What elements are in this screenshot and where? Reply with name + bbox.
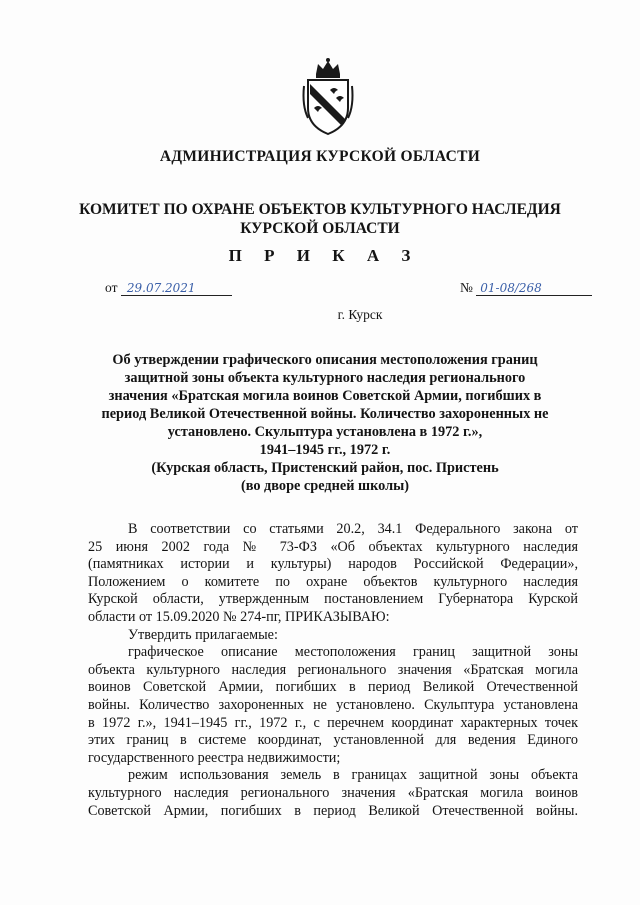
body-line: Положением о комитете по охране объектов культурного наследия — [88, 573, 578, 590]
body-line: в 1972 г.», 1941–1945 гг., 1972 г., с перечнем координат характерных точек — [88, 714, 578, 731]
body-line: 25 июня 2002 года № 73-ФЗ «Об объектах культурного наследия — [88, 538, 578, 555]
body-line: (памятниках истории и культуры) народов Российской Федерации», — [88, 556, 578, 573]
title-line: установлено. Скульптура установлена в 1972 г.», — [167, 424, 483, 440]
order-title — [90, 351, 560, 495]
body-line: графическое описание местоположения границ защитной зоны — [128, 644, 578, 661]
order-body — [88, 521, 578, 820]
title-line: 1941–1945 гг., 1972 г. — [259, 442, 391, 458]
title-line: период Великой Отечественной войны. Количество захороненных не — [101, 406, 549, 422]
kursk-coat-of-arms-icon — [300, 56, 356, 136]
committee-line-2: КУРСКОЙ ОБЛАСТИ — [240, 220, 400, 237]
title-line: Об утверждении графического описания местоположения границ — [112, 352, 538, 368]
number-prefix: № — [460, 280, 473, 295]
body-line: области от 15.09.2020 № 274-пг, ПРИКАЗЫВАЮ: — [88, 608, 390, 625]
document-type-title: П Р И К А З — [228, 246, 420, 265]
title-line: (во дворе средней школы) — [240, 478, 410, 494]
body-line: культурного наследия регионального значения «Братская могила воинов — [88, 784, 578, 801]
body-line: Советской Армии, погибших в период Великой Отечественной войны. — [88, 802, 578, 819]
committee-line-1: КОМИТЕТ ПО ОХРАНЕ ОБЪЕКТОВ КУЛЬТУРНОГО НАСЛЕДИЯ — [79, 201, 561, 218]
body-line: режим использования земель в границах защитной зоны объекта — [128, 767, 578, 784]
body-line: объекта культурного наследия регионального значения «Братская могила — [88, 661, 578, 678]
administration-heading: АДМИНИСТРАЦИЯ КУРСКОЙ ОБЛАСТИ — [159, 148, 481, 165]
body-line: В соответствии со статьями 20.2, 34.1 Федерального закона от — [128, 521, 578, 537]
title-line: (Курская область, Пристенский район, пос. Пристень — [151, 460, 499, 476]
number-handwritten-value: 01-08/268 — [476, 281, 592, 296]
body-line: Курской области, утвержденным постановлением Губернатора Курской — [88, 591, 578, 608]
body-line: войны. Количество захороненных не установлено. Скульптура установлена — [88, 696, 578, 713]
body-line: Утвердить прилагаемые: — [128, 626, 278, 643]
body-line: воинов Советской Армии, погибших в период Великой Отечественной — [88, 679, 578, 696]
body-line: этих границ в системе координат, установленной для ведения Единого — [88, 732, 578, 749]
committee-heading — [0, 200, 640, 238]
city-line: г. Курск — [337, 307, 383, 322]
title-line: защитной зоны объекта культурного наследия регионального — [124, 370, 526, 386]
body-line: государственного реестра недвижимости; — [88, 749, 341, 766]
order-number — [460, 280, 592, 300]
date-handwritten-value: 29.07.2021 — [121, 281, 232, 296]
order-date — [105, 280, 235, 300]
date-prefix: от — [105, 280, 118, 295]
title-line: значения «Братская могила воинов Советской Армии, погибших в — [108, 388, 542, 404]
